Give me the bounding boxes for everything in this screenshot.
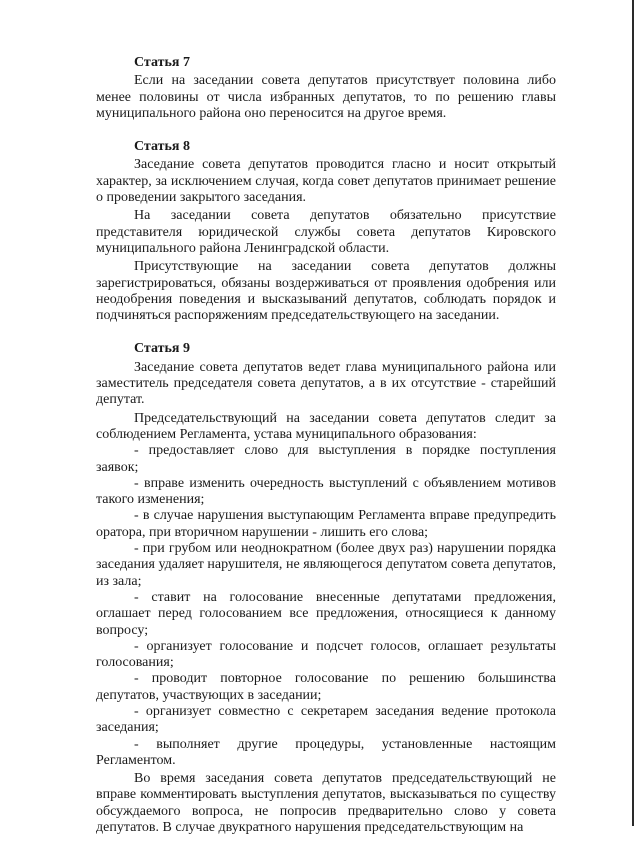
article-9-list-item-3: - в случае нарушения выступающим Регламента вправе предупредить оратора, при вторичном нарушении - лишить его слова; (96, 508, 556, 540)
article-8-paragraph-2: На заседании совета депутатов обязательно присутствие представителя юридической службы совета депутатов Кировского муниципального района Ленинградской области. (96, 208, 556, 256)
scan-edge-line (632, 0, 634, 826)
article-9-list-item-1: - предоставляет слово для выступления в порядке поступления заявок; (96, 443, 556, 475)
document-body (96, 55, 556, 853)
article-9-heading: Статья 9 (134, 341, 190, 357)
article-9-list-item-5: - ставит на голосование внесенные депутатами предложения, оглашает перед голосованием все предложения, относящиеся к данному вопросу; (96, 589, 556, 638)
article-9-list-item-4: - при грубом или неоднократном (более двух раз) нарушении порядка заседания удаляет нарушителя, не являющегося депутатом совета депутатов, из зала; (96, 541, 556, 589)
article-7-heading: Статья 7 (134, 55, 190, 70)
article-7 (96, 55, 556, 122)
article-7-paragraph-1: Если на заседании совета депутатов присутствует половина либо менее половины от числа избранных депутатов, то по решению главы муниципального района оно переносится на другое время. (96, 73, 556, 121)
article-8-paragraph-1: Заседание совета депутатов проводится гласно и носит открытый характер, за исключением случая, когда совет депутатов принимает решение о проведении закрытого заседания. (96, 157, 556, 206)
article-9-list-item-9: - выполняет другие процедуры, установленные настоящим Регламентом. (96, 736, 556, 768)
article-9-paragraph-final: Во время заседания совета депутатов председательствующий не вправе комментировать выступления депутатов, высказываться по существу обсуждаемого вопроса, не попросив предварительно слово у совета депутатов. В случае двукратного нарушения председательствующим на (96, 771, 556, 836)
article-9-paragraph-1: Заседание совета депутатов ведет глава муниципального района или заместитель председателя совета депутатов, а в их отсутствие - старейший депутат. (96, 359, 556, 408)
article-8 (96, 139, 556, 324)
article-9-list-item-2: - вправе изменить очередность выступлений с объявлением мотивов такого изменения; (96, 475, 556, 508)
article-9-list-item-6: - организует голосование и подсчет голосов, оглашает результаты голосования; (96, 638, 556, 671)
article-9-list-item-7: - проводит повторное голосование по решению большинства депутатов, участвующих в заседании; (96, 671, 556, 703)
article-8-heading: Статья 8 (134, 139, 190, 155)
article-9 (96, 341, 556, 836)
article-9-paragraph-2: Председательствующий на заседании совета депутатов следит за соблюдением Регламента, устава муниципального образования: (96, 410, 556, 442)
article-9-list-item-8: - организует совместно с секретарем заседания ведение протокола заседания; (96, 703, 556, 736)
article-8-paragraph-3: Присутствующие на заседании совета депутатов должны зарегистрироваться, обязаны воздерживаться от проявления одобрения или неодобрения поведения и высказываний депутатов, соблюдать порядок и подчиняться распоряжениям председательствующего на заседании. (96, 259, 556, 324)
